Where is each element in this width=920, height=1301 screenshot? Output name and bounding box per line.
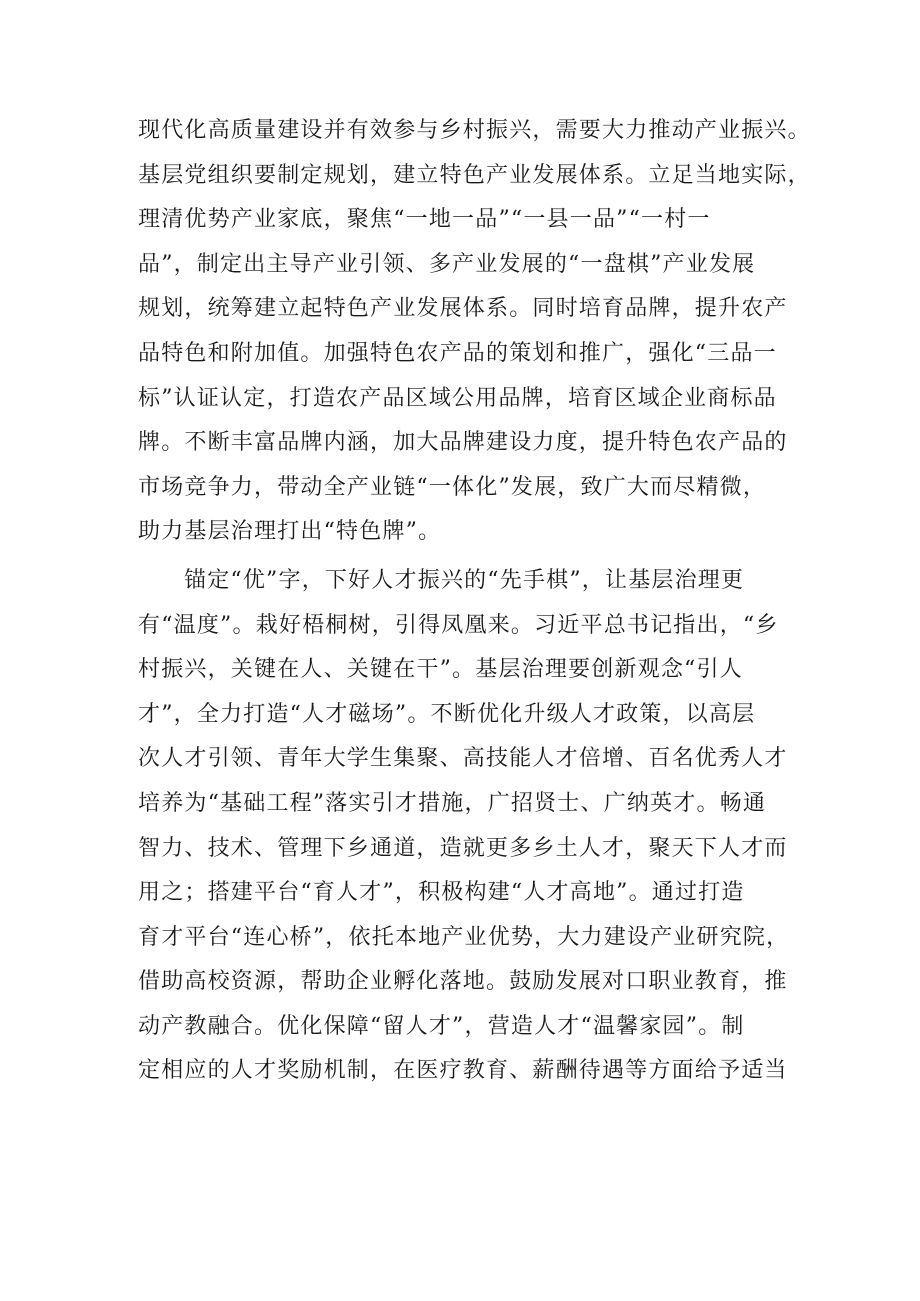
document-body <box>138 109 811 1094</box>
text-line: 现代化高质量建设并有效参与乡村振兴，需要大力推动产业振兴。 <box>138 118 811 143</box>
text-line: 标”认证认定，打造农产品区域公用品牌，培育区域企业商标品 <box>138 385 777 411</box>
text-line: 基层党组织要制定规划，建立特色产业发展体系。立足当地实际， <box>138 162 811 188</box>
text-line-first: 锚定“优”字，下好人才振兴的“先手棋”，让基层治理更 <box>184 567 745 593</box>
paragraph-2 <box>138 559 798 1094</box>
text-line: 品”，制定出主导产业引领、多产业发展的“一盘棋”产业发展 <box>138 251 756 277</box>
text-line: 用之；搭建平台“育人才”，积极构建“人才高地”。通过打造 <box>138 880 745 906</box>
text-line: 定相应的人才奖励机制，在医疗教育、薪酬待遇等方面给予适当 <box>138 1058 788 1084</box>
text-line: 智力、技术、管理下乡通道，造就更多乡土人才，聚天下人才而 <box>138 835 788 861</box>
paragraph-1 <box>138 109 811 555</box>
text-line: 才”，全力打造“人才磁场”。不断优化升级人才政策，以高层 <box>138 701 756 727</box>
text-line: 理清优势产业家底，聚焦“一地一品”“一县一品”“一村一 <box>138 207 711 233</box>
text-line: 培养为“基础工程”落实引才措施，广招贤士、广纳英才。畅通 <box>138 790 767 816</box>
text-line: 助力基层治理打出“特色牌”。 <box>138 519 442 545</box>
text-line: 有“温度”。栽好梧桐树，引得凤凰来。习近平总书记指出，“乡 <box>138 612 779 638</box>
text-line: 品特色和附加值。加强特色农产品的策划和推广，强化“三品一 <box>138 340 777 366</box>
text-line: 借助高校资源，帮助企业孵化落地。鼓励发展对口职业教育，推 <box>138 969 788 995</box>
text-line: 育才平台“连心桥”，依托本地产业优势，大力建设产业研究院， <box>138 924 790 950</box>
text-line: 牌。不断丰富品牌内涵，加大品牌建设力度，提升特色农产品的 <box>138 430 788 456</box>
text-line: 市场竞争力，带动全产业链“一体化”发展，致广大而尽精微， <box>138 474 767 500</box>
text-line: 动产教融合。优化保障“留人才”，营造人才“温馨家园”。制 <box>138 1013 745 1039</box>
text-line: 规划，统筹建立起特色产业发展体系。同时培育品牌，提升农产 <box>138 296 788 322</box>
text-line: 次人才引领、青年大学生集聚、高技能人才倍增、百名优秀人才 <box>138 746 788 772</box>
text-line: 村振兴，关键在人、关键在干”。基层治理要创新观念“引人 <box>138 657 743 683</box>
